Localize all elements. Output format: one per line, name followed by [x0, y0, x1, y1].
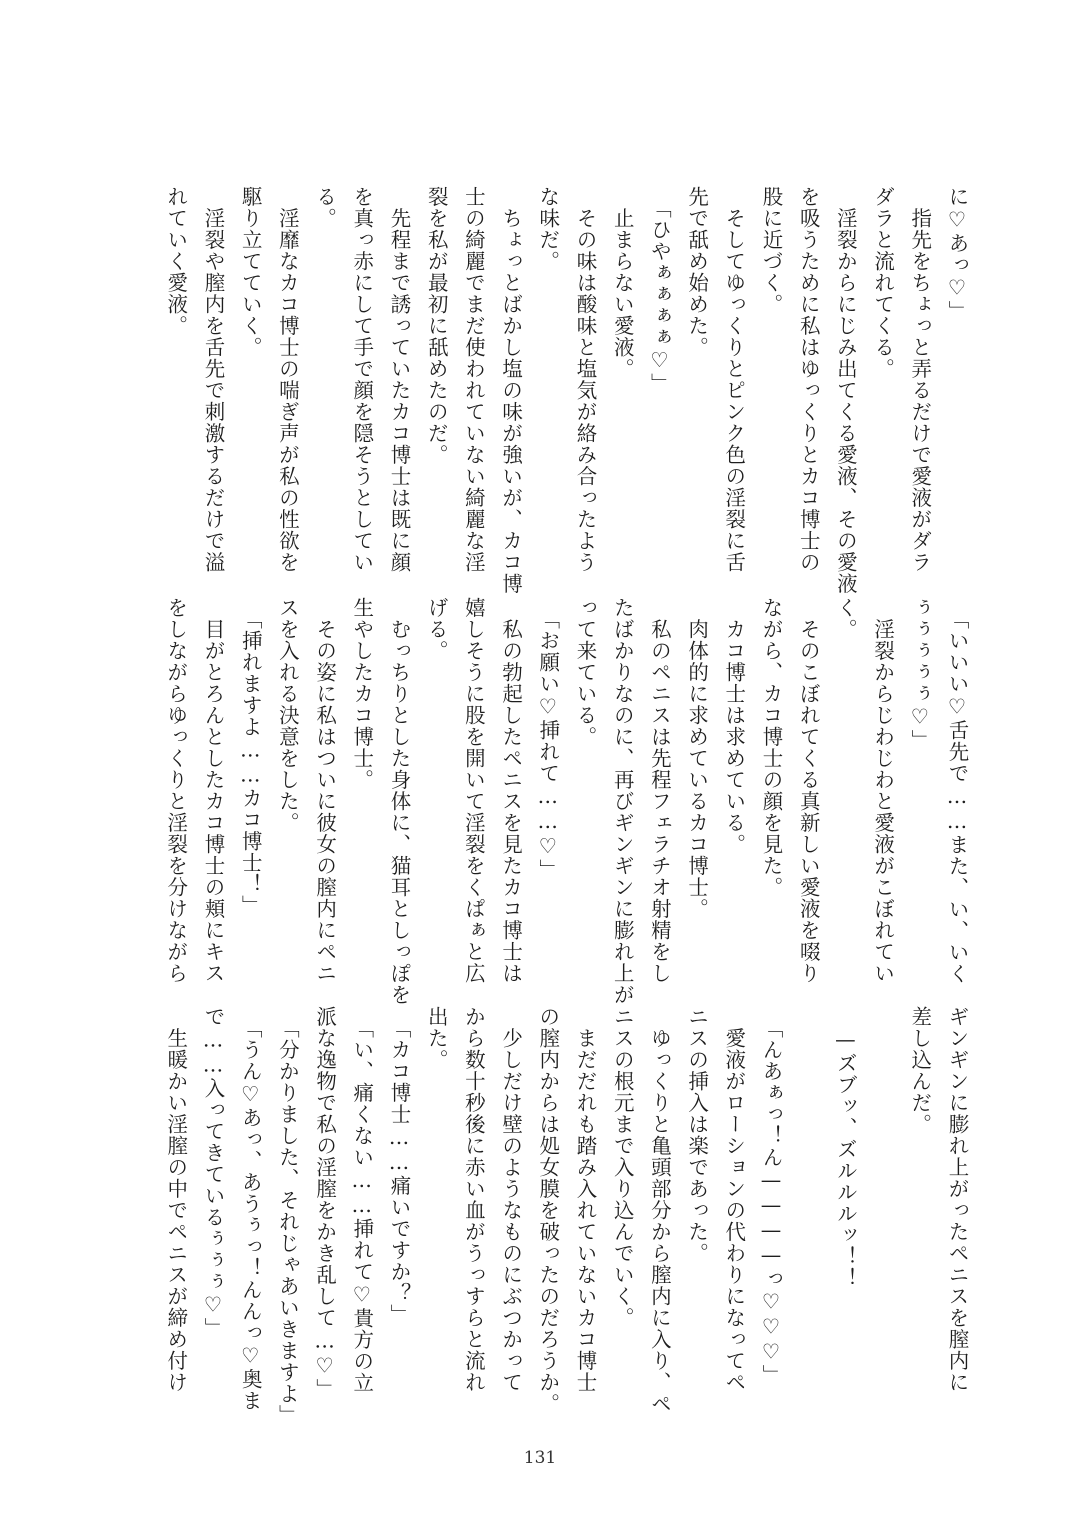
text-tier-2 — [0, 597, 1080, 1006]
text-line: 股に近づく。 — [759, 186, 783, 315]
text-line: その姿に私はついに彼女の膣内にペニ — [312, 597, 337, 984]
text-line: 「うん♡あっ、あうぅっ！んんっ♡奥ま — [238, 1006, 263, 1412]
text-line: を真っ赤にして手で顔を隠そうとしてい — [349, 186, 374, 573]
text-line: むっちりとした身体に、猫耳としっぽを — [387, 597, 411, 1006]
text-line: カコ博士は求めている。 — [721, 597, 746, 855]
text-line: を吸うために私はゆっくりとカコ博士の — [796, 186, 821, 573]
text-line: 駆り立てていく。 — [238, 186, 263, 358]
text-line: 出た。 — [424, 1006, 449, 1071]
text-line: 先で舐め始めた。 — [684, 186, 709, 358]
text-line: 「い、痛くない……挿れて♡貴方の立 — [349, 1006, 374, 1394]
text-line: ダラと流れてくる。 — [870, 186, 895, 380]
text-line: 肉体的に求めているカコ博士。 — [684, 597, 709, 920]
text-line: 淫裂や膣内を舌先で刺激するだけで溢 — [201, 186, 225, 573]
text-line: な味だ。 — [535, 186, 560, 272]
text-line: ちょっとばかし塩の味が強いが、カコ博 — [498, 186, 523, 595]
text-line: 少しだけ壁のようなものにぶつかって — [498, 1006, 523, 1393]
text-line: 淫裂からじわじわと愛液がこぼれてい — [870, 597, 895, 984]
text-tier-1 — [0, 186, 1080, 595]
text-line: 淫裂からにじみ出てくる愛液、その愛液 — [833, 186, 858, 595]
text-line: 「ひやぁぁぁぁ♡」 — [647, 186, 672, 395]
text-line: 派な逸物で私の淫膣をかき乱して…♡」 — [312, 1006, 337, 1400]
text-line: って来ている。 — [573, 597, 597, 748]
text-line: たばかりなのに、再びギンギンに膨れ上が — [610, 597, 635, 1006]
text-line: そしてゆっくりとピンク色の淫裂に舌 — [721, 186, 746, 573]
page-number: 131 — [523, 1448, 557, 1468]
text-line: 「いいい♡舌先で……また、い、いく — [945, 597, 969, 985]
text-line: 「んあぁっ！ん————っ♡♡♡」 — [759, 1006, 783, 1386]
text-line: に♡あっ♡」 — [945, 186, 969, 322]
text-line: 「カコ博士……痛いですか？」 — [387, 1006, 411, 1326]
text-line: の膣内からは処女膜を破ったのだろうか。 — [535, 1006, 560, 1415]
text-line: 先程まで誘っていたカコ博士は既に顔 — [387, 186, 411, 573]
text-line: 裂を私が最初に舐めたのだ。 — [424, 186, 449, 466]
text-line: その味は酸味と塩気が絡み合ったよう — [573, 186, 597, 573]
text-line: ぅぅぅぅぅ♡」 — [907, 597, 932, 751]
text-line: 差し込んだ。 — [907, 1006, 932, 1135]
text-line: 愛液がローションの代わりになってペ — [721, 1006, 746, 1393]
text-line: から数十秒後に赤い血がうっすらと流れ — [461, 1006, 486, 1393]
text-line: 生暖かい淫膣の中でペニスが締め付け — [163, 1006, 188, 1393]
text-line: 生やしたカコ博士。 — [349, 597, 374, 791]
text-tier-3 — [0, 1006, 1080, 1426]
text-line: 目がとろんとしたカコ博士の頬にキス — [201, 597, 225, 984]
text-line: ニスの挿入は楽であった。 — [684, 1006, 709, 1264]
text-line: 指先をちょっと弄るだけで愛液がダラ — [907, 186, 932, 573]
text-line: ニスの根元まで入り込んでいく。 — [610, 1006, 635, 1329]
text-line: 私の勃起したペニスを見たカコ博士は — [498, 597, 523, 984]
text-line: そのこぼれてくる真新しい愛液を啜り — [796, 597, 821, 984]
text-line: で……入ってきているぅぅぅ♡」 — [201, 1006, 225, 1339]
text-line: く。 — [833, 597, 858, 640]
text-line: まだだれも踏み入れていないカコ博士 — [573, 1006, 597, 1393]
text-line: 「お願い♡挿れて……♡」 — [535, 597, 560, 881]
text-line: る。 — [312, 186, 337, 229]
text-line: げる。 — [424, 597, 449, 662]
text-line: ゆっくりと亀頭部分から膣内に入り、ペ — [647, 1006, 672, 1415]
text-line: 私のペニスは先程フェラチオ射精をし — [647, 597, 672, 984]
text-line: ギンギンに膨れ上がったペニスを膣内に — [945, 1006, 969, 1393]
text-line: スを入れる決意をした。 — [275, 597, 300, 834]
text-line: 士の綺麗でまだ使われていない綺麗な淫 — [461, 186, 486, 573]
text-line: ながら、カコ博士の顔を見た。 — [759, 597, 783, 898]
text-line: をしながらゆっくりと淫裂を分けながら — [163, 597, 188, 984]
text-line: れていく愛液。 — [163, 186, 188, 337]
text-line: 「分かりました、それじゃあいきますよ」 — [275, 1006, 300, 1426]
blank-line — [866, 1006, 900, 1386]
text-line: 淫靡なカコ博士の喘ぎ声が私の性欲を — [275, 186, 300, 573]
blank-line — [791, 1006, 825, 1386]
text-line: 嬉しそうに股を開いて淫裂をくぱぁと広 — [461, 597, 486, 984]
text-line: 止まらない愛液。 — [610, 186, 635, 380]
text-line: 「挿れますよ……カコ博士！」 — [238, 597, 263, 917]
text-line: —ズブッ、ズルルルッ！！ — [833, 1006, 858, 1289]
